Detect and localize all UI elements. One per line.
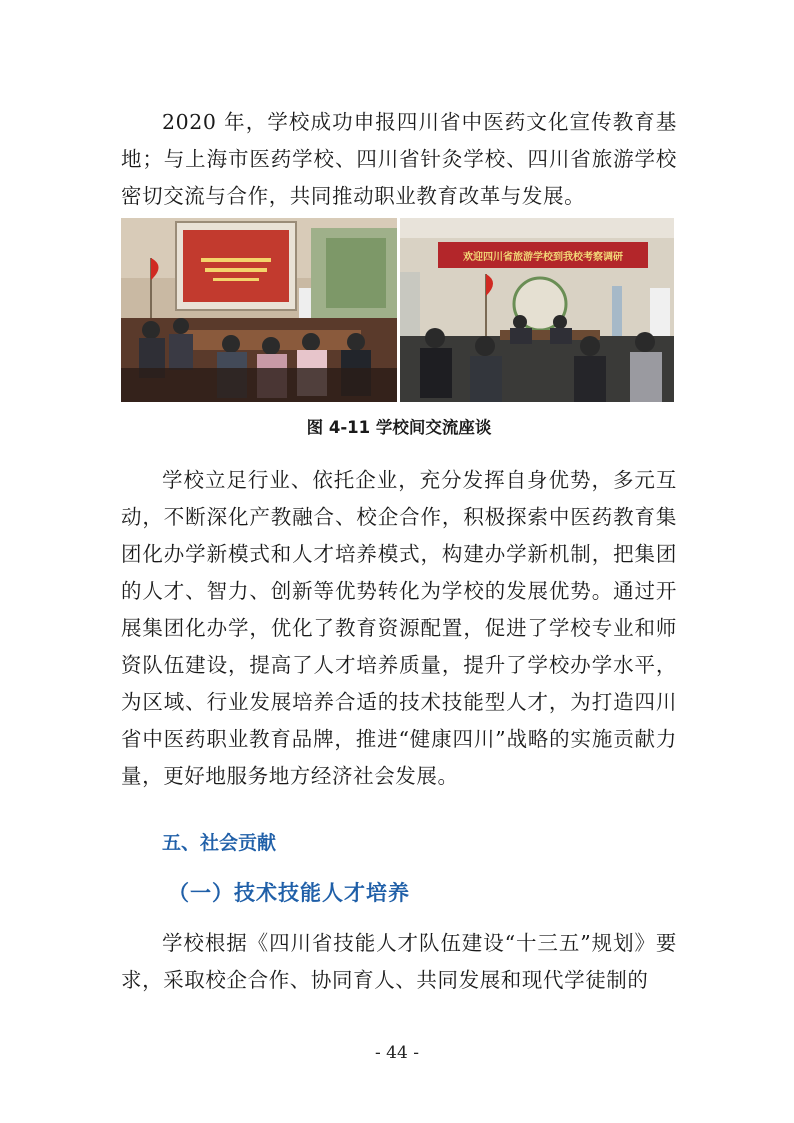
page-number: - 44 - (375, 1043, 419, 1063)
subsection-heading: （一）技术技能人才培养 (168, 881, 410, 905)
meeting-photo-left (121, 218, 397, 402)
paragraph-1: 2020 年，学校成功申报四川省中医药文化宣传教育基地；与上海市医药学校、四川省针灸学校、四川省旅游学校密切交流与合作，共同推动职业教育改革与发展。 (121, 110, 677, 208)
welcome-banner-text: 欢迎四川省旅游学校到我校考察调研 (463, 252, 623, 263)
paragraph-2: 学校立足行业、依托企业，充分发挥自身优势，多元互动，不断深化产教融合、校企合作，积极探索中医药教育集团化办学新模式和人才培养模式，构建办学新机制，把集团的人才、智力、创新等优势转化为学校的发展优势。通过开展集团化办学，优化了教育资源配置，促进了学校专业和师资队伍建设，提高了人才培养质量，提升了学校办学水平，为区域、行业发展培养合适的技术技能型人才，为打造四川省中医药职业教育品牌，推进“健康四川”战略的实施贡献力量，更好地服务地方经济社会发展。 (121, 468, 677, 788)
figure-caption: 图 4-11 学校间交流座谈 (306, 418, 492, 437)
meeting-photo-right (400, 218, 674, 402)
paragraph-3: 学校根据《四川省技能人才队伍建设“十三五”规划》要求，采取校企合作、协同育人、共同发展和现代学徒制的 (121, 931, 677, 992)
section-heading: 五、社会贡献 (162, 832, 277, 854)
